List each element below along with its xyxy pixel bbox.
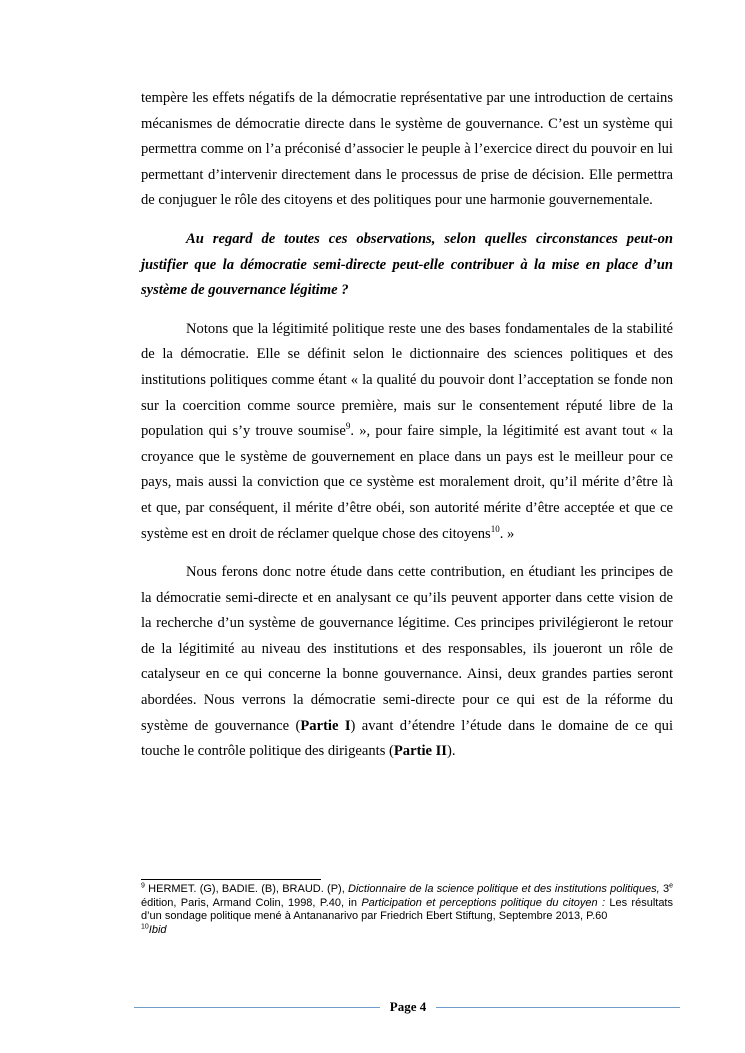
page-number: Page 4 xyxy=(389,999,427,1014)
footnote-separator xyxy=(141,879,321,880)
footer-rule-left xyxy=(134,1007,380,1008)
part-two-label: Partie II xyxy=(393,743,447,760)
footer-rule-right xyxy=(436,1007,680,1008)
footnotes xyxy=(141,883,673,937)
footnote-ref-10: 10 xyxy=(490,523,500,534)
paragraph-plan: Nous ferons donc notre étude dans cette contribution, en étudiant les principes de la démocratie semi-directe et en analysant ce qu’ils peuvent apporter dans cette vision de la recherche d’un système de gouvernance légitime. Ces principes privilégieront le retour de la légitimité au niveau des institutions et des responsables, ils joueront un rôle de catalyseur en ce qui concerne la bonne gouvernance. Ainsi, deux grandes parties seront abordées. Nous verrons la démocratie semi-directe pour ce qui est de la réforme du système de gouvernance (Partie I) avant d’étendre l’étude dans le domaine de ce qui touche le contrôle politique des dirigeants (Partie II). xyxy=(141,564,673,760)
body-text xyxy=(141,86,673,778)
paragraph-intro: tempère les effets négatifs de la démocratie représentative par une introduction de certains mécanismes de démocratie directe dans le système de gouvernance. C’est un système qui permettra comme on l’a préconisé d’associer le peuple à l’exercice direct du pouvoir en lui permettant d’intervenir directement dans le processus de prise de décision. Elle permettra de conjuguer le rôle des citoyens et des politiques pour une harmonie gouvernementale. xyxy=(141,90,673,209)
page-footer xyxy=(134,996,680,1020)
footnote-ref-9: 9 xyxy=(345,421,351,432)
paragraph-legitimacy: Notons que la légitimité politique reste une des bases fondamentales de la stabilité de la démocratie. Elle se définit selon le dictionnaire des sciences politiques et des institutions politiques comme étant « la qualité du pouvoir dont l’acceptation se fonde non sur la coercition comme source première, mais sur le consentement réputé libre de la population qui s’y trouve soumise$^9$. », pour faire simple, la légitimité est avant tout « la croyance que le système de gouvernement en place dans un pays est le meilleur pour ce pays, mais aussi la conviction que ce système est moralement droit, qu’il mérite d’être là et que, par conséquent, il mérite d’être obéi, son autorité mérite d’être acceptée et que ce système est en droit de réclamer quelque chose des citoyens$^{10}$. » xyxy=(141,320,674,542)
footnote-10: $^{10}$Ibid xyxy=(141,923,167,936)
part-one-label: Partie I xyxy=(300,717,351,734)
footnote-9: $^9$ HERMET. (G), BADIE. (B), BRAUD. (P), Dictionnaire de la science politique et des institutions politiques, 3e édition, Paris, Armand Colin, 1998, P.40, in Participation et perceptions politique du citoyen : Les résultats d’un sondage politique mené à Antananarivo par Friedrich Ebert Stiftung, Septembre 2013, P.60 xyxy=(141,882,673,923)
paragraph-research-question: Au regard de toutes ces observations, selon quelles circonstances peut-on justifier que la démocratie semi-directe peut-elle contribuer à la mise en place d’un système de gouvernance légitime ? xyxy=(141,230,673,299)
